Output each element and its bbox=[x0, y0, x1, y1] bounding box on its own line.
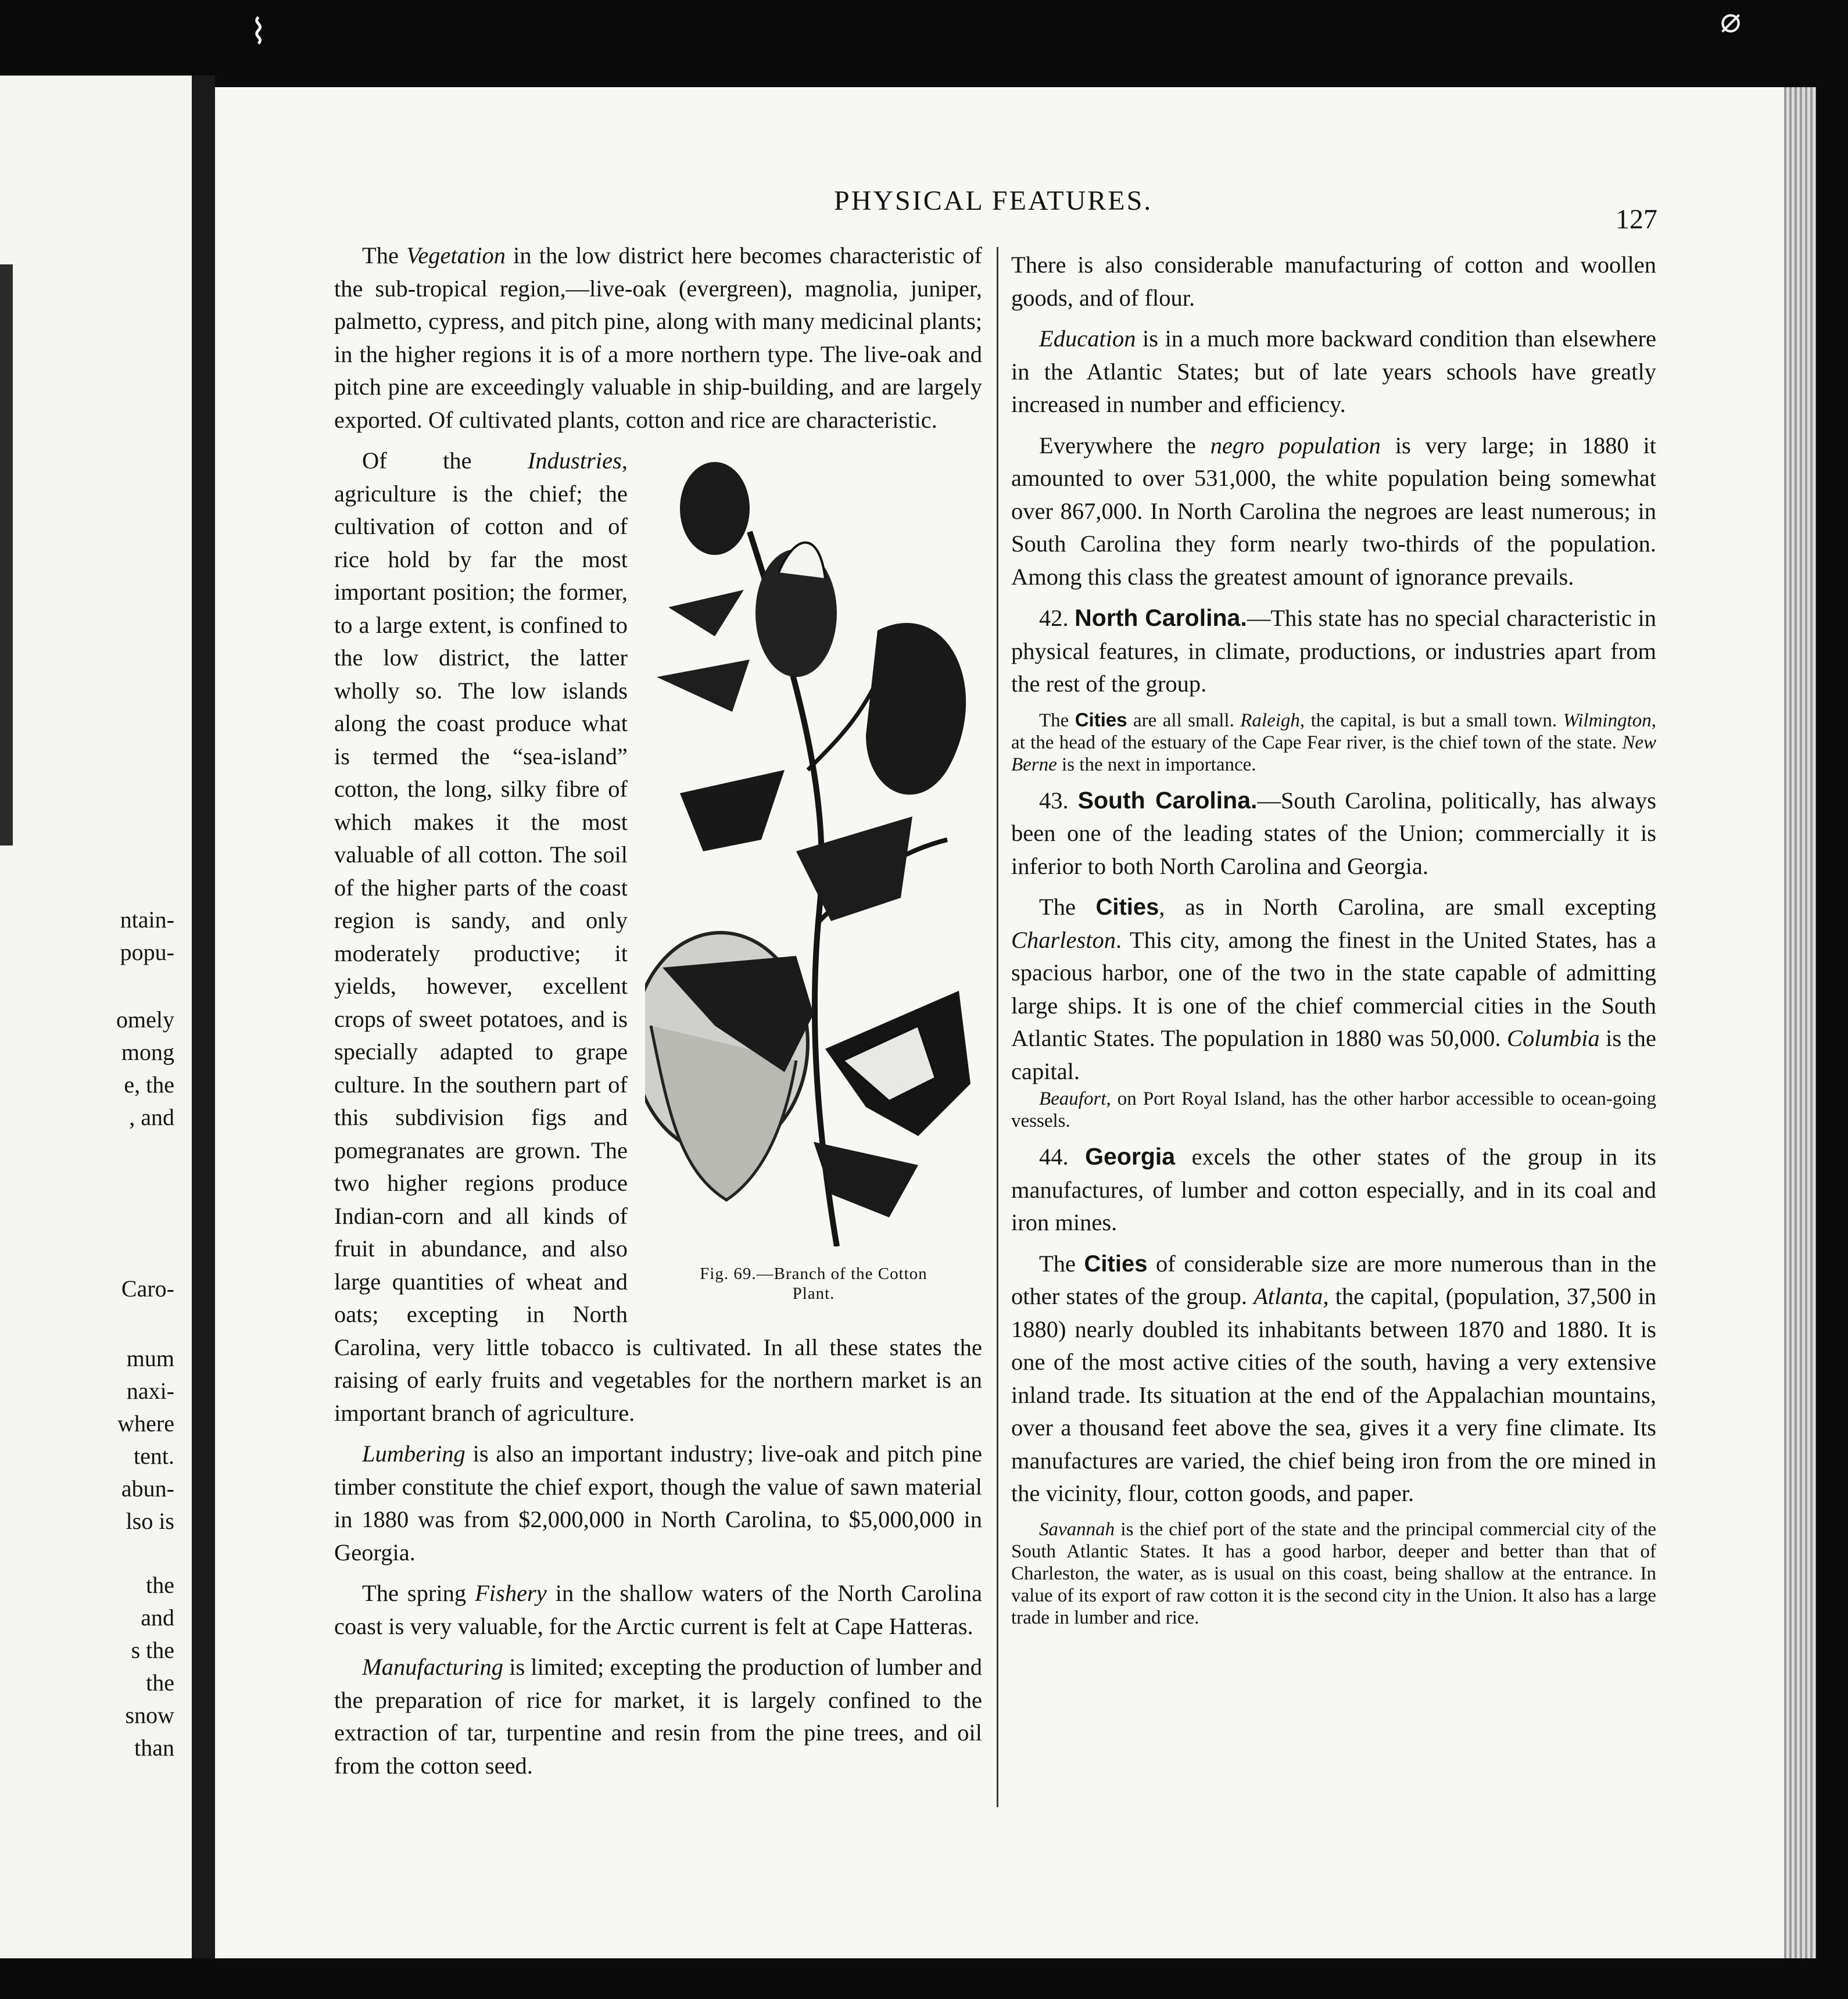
section-43 bbox=[1011, 784, 1656, 883]
section-heading: Georgia bbox=[1085, 1143, 1176, 1170]
lumbering-paragraph bbox=[334, 1438, 982, 1569]
text-run: is the chief port of the state and the principal commercial city of the South Atlantic States. It has a good harbor, deeper and better than that of Charleston, the water, as is usual on this coast, being shallow at the entrance. In value of its export of raw cotton it is the second city in the Union. It also has a large trade in lumber and rice. bbox=[1011, 1518, 1656, 1628]
section-44 bbox=[1011, 1140, 1656, 1239]
right-column bbox=[1011, 249, 1656, 1629]
italic-term: Manufacturing bbox=[362, 1654, 503, 1680]
figure-cotton-branch bbox=[645, 445, 982, 1322]
fishery-paragraph bbox=[334, 1577, 982, 1643]
city-name: Savannah bbox=[1039, 1518, 1115, 1540]
facing-page-fragment: the bbox=[146, 1670, 174, 1696]
section-44-note bbox=[1011, 1518, 1656, 1629]
section-42 bbox=[1011, 601, 1656, 701]
italic-term: Lumbering bbox=[362, 1441, 465, 1467]
city-name: Columbia bbox=[1506, 1025, 1600, 1051]
facing-page-fragment: naxi- bbox=[126, 1378, 174, 1404]
cities-label: Cities bbox=[1084, 1251, 1148, 1277]
text-run: is the capital. bbox=[1011, 1025, 1657, 1084]
cities-label: Cities bbox=[1075, 708, 1127, 730]
section-number: 43. bbox=[1039, 787, 1078, 814]
text-run: Of the bbox=[362, 447, 528, 474]
section-heading: South Carolina. bbox=[1077, 786, 1258, 814]
facing-page-fragment: abun- bbox=[121, 1475, 174, 1502]
facing-page-fragment: than bbox=[134, 1735, 174, 1761]
facing-page-illustration-edge bbox=[0, 264, 13, 846]
left-column bbox=[334, 239, 982, 1782]
education-paragraph bbox=[1011, 323, 1656, 421]
text-run: , on Port Royal Island, has the other harbor accessible to ocean-going vessels. bbox=[1011, 1088, 1656, 1131]
cotton-branch-illustration bbox=[645, 445, 982, 1246]
caption-line: Plant. bbox=[792, 1284, 835, 1303]
text-run: The bbox=[1039, 894, 1096, 920]
section-43-cities bbox=[1011, 891, 1656, 1088]
text-run: . This city, among the finest in the United States, has a spacious harbor, one of the two in the state capable of admitting large ships. It is one of the chief commercial cities in the South Atlantic States. The population in 1880 was 50,000. bbox=[1011, 926, 1656, 1051]
vegetation-paragraph bbox=[334, 239, 982, 436]
figure-caption bbox=[645, 1264, 982, 1303]
text-run: is very large; in 1880 it amounted to over 531,000, the white population being somewhat over 867,000. In North Carolina the negroes are least numerous; in South Carolina they form nearly two-thirds of the population. Among this class the greatest amount of ignorance prevails. bbox=[1011, 432, 1656, 590]
page-number: 127 bbox=[1616, 204, 1657, 235]
column-divider bbox=[997, 247, 998, 1807]
running-header: PHYSICAL FEATURES. bbox=[834, 185, 1153, 216]
industries-paragraph bbox=[334, 445, 982, 1430]
facing-page-fragment: omely bbox=[116, 1006, 174, 1033]
text-run: , the capital, (population, 37,500 in 1880) nearly doubled its inhabitants between 1870 and 1880. It is one of the most active cities of the south, having a very extensive inland trade. Its situation at the end of the Appalachian mountains, over a thousand feet above the sea, gives it a very fine climate. Its manufactures are varied, the chief being iron from the ore mined in the vicinity, flour, cotton goods, and paper. bbox=[1011, 1283, 1656, 1506]
text-run: —This state has no special characteristic in physical features, in climate, productions, or industries apart from the rest of the group. bbox=[1011, 605, 1657, 697]
text-run: excels the other states of the group in its manufactures, of lumber and cotton especially, and in its coal and iron mines. bbox=[1011, 1144, 1656, 1235]
italic-term: Industries bbox=[527, 447, 622, 474]
facing-page-fragment: and bbox=[141, 1604, 174, 1631]
facing-page-fragment: Caro- bbox=[121, 1276, 174, 1302]
text-run: , the capital, is but a small town. bbox=[1299, 710, 1563, 731]
facing-page-fragment: ntain- bbox=[120, 907, 174, 933]
section-heading: North Carolina. bbox=[1075, 604, 1247, 631]
city-name: Beaufort bbox=[1039, 1088, 1106, 1109]
text-run: of considerable size are more numerous than in the other states of the group. bbox=[1011, 1250, 1656, 1309]
caption-line: Fig. 69.—Branch of the Cotton bbox=[700, 1264, 927, 1283]
facing-page-fragment: s the bbox=[131, 1637, 174, 1663]
population-paragraph bbox=[1011, 429, 1656, 594]
text-run: The spring bbox=[362, 1580, 475, 1606]
scan-mark: ⌀ bbox=[1720, 1, 1742, 40]
facing-page-fragment: the bbox=[146, 1572, 174, 1598]
section-43-note bbox=[1011, 1088, 1656, 1132]
facing-page-fragment: snow bbox=[125, 1702, 174, 1728]
facing-page-fragment: lso is bbox=[126, 1508, 174, 1534]
manufacturing-paragraph bbox=[334, 1651, 982, 1782]
italic-term: negro population bbox=[1210, 432, 1381, 458]
city-name: Wilmington bbox=[1563, 710, 1652, 731]
text-run: is limited; excepting the production of lumber and the preparation of rice for market, it is largely confined to the extraction of tar, turpentine and resin from the pine trees, and oil from the cotton seed. bbox=[334, 1654, 982, 1779]
city-name: Charleston bbox=[1011, 926, 1116, 953]
section-number: 42. bbox=[1039, 605, 1075, 631]
facing-page-fragment: popu- bbox=[120, 939, 174, 965]
text-run: Everywhere the bbox=[1039, 432, 1210, 458]
text-run: , as in North Carolina, are small excepting bbox=[1159, 894, 1657, 920]
section-number: 44. bbox=[1039, 1144, 1086, 1170]
text-run: is in a much more backward condition than elsewhere in the Atlantic States; but of late years schools have greatly increased in number and efficiency. bbox=[1011, 325, 1656, 417]
book-gutter bbox=[192, 76, 215, 1958]
facing-page-fragment: mong bbox=[121, 1039, 174, 1065]
manufacturing-continued: There is also considerable manufacturing of cotton and woollen goods, and of flour. bbox=[1011, 252, 1656, 311]
text-run: is also an important industry; live-oak and pitch pine timber constitute the chief export, though the value of sawn material in 1880 was from $2,000,000 in North Carolina, to $5,000,000 in Georgia. bbox=[334, 1441, 982, 1565]
text-run: , at the head of the estuary of the Cape Fear river, is the chief town of the state. bbox=[1011, 710, 1656, 753]
facing-page-fragment: , and bbox=[129, 1104, 174, 1130]
city-name: Raleigh bbox=[1240, 710, 1300, 731]
facing-page-fragment: e, the bbox=[124, 1072, 174, 1098]
section-44-cities bbox=[1011, 1248, 1656, 1510]
text-run: The bbox=[1039, 1250, 1084, 1277]
text-run: in the low district here becomes characteristic of the sub-tropical region,—live-oak (evergreen), magnolia, juniper, palmetto, cypress, and pitch pine, along with many medicinal plants; in the higher regions it is of a more northern type. The live-oak and pitch pine are exceedingly valuable in ship-building, and are largely exported. Of cultivated plants, cotton and rice are characteristic. bbox=[334, 242, 982, 433]
italic-term: Education bbox=[1039, 325, 1136, 352]
italic-term: Vegetation bbox=[406, 242, 506, 268]
facing-page-fragment: mum bbox=[126, 1345, 174, 1371]
text-run: , agriculture is the chief; the cultivation of cotton and of rice hold by far the most important position; the former, to a large extent, is confined to the low district, the latter wholly so. The low islands along the coast produce what is termed the “sea-island” cotton, the long, silky fibre of which makes it the most valuable of all cotton. The soil of the higher parts of the coast region is sandy, and only moderately productive; it yields, however, excellent crops of sweet potatoes, and is specially adapted to grape culture. In the southern part of this subdivision figs and pomegranates are grown. The two higher regions produce Indian-corn and all kinds of fruit in abundance, and also large quantities of wheat and oats; excepting in North Carolina, very little tobacco is cultivated. In all these states the raising of early fruits and vegetables for the northern market is an important branch of agriculture. bbox=[334, 447, 982, 1426]
facing-page bbox=[0, 76, 192, 1958]
city-name: New Berne bbox=[1011, 732, 1656, 775]
scan-mark: ⌇ bbox=[250, 13, 267, 51]
text-run: is the next in importance. bbox=[1056, 754, 1256, 775]
facing-page-fragment: where bbox=[117, 1410, 174, 1436]
page-edge bbox=[1784, 87, 1816, 1958]
cities-label: Cities bbox=[1095, 894, 1159, 920]
italic-term: Fishery bbox=[475, 1580, 547, 1606]
facing-page-fragment: tent. bbox=[134, 1443, 174, 1469]
text-run: in the shallow waters of the North Carolina coast is very valuable, for the Arctic current is felt at Cape Hatteras. bbox=[334, 1580, 982, 1639]
text-run: The bbox=[362, 242, 407, 268]
section-42-cities-note bbox=[1011, 709, 1656, 776]
city-name: Atlanta bbox=[1254, 1283, 1323, 1309]
text-run: The bbox=[1039, 710, 1075, 731]
text-run: —South Carolina, politically, has always been one of the leading states of the Union; commercially it is inferior to both North Carolina and Georgia. bbox=[1011, 787, 1656, 879]
text-run: are all small. bbox=[1127, 710, 1241, 731]
